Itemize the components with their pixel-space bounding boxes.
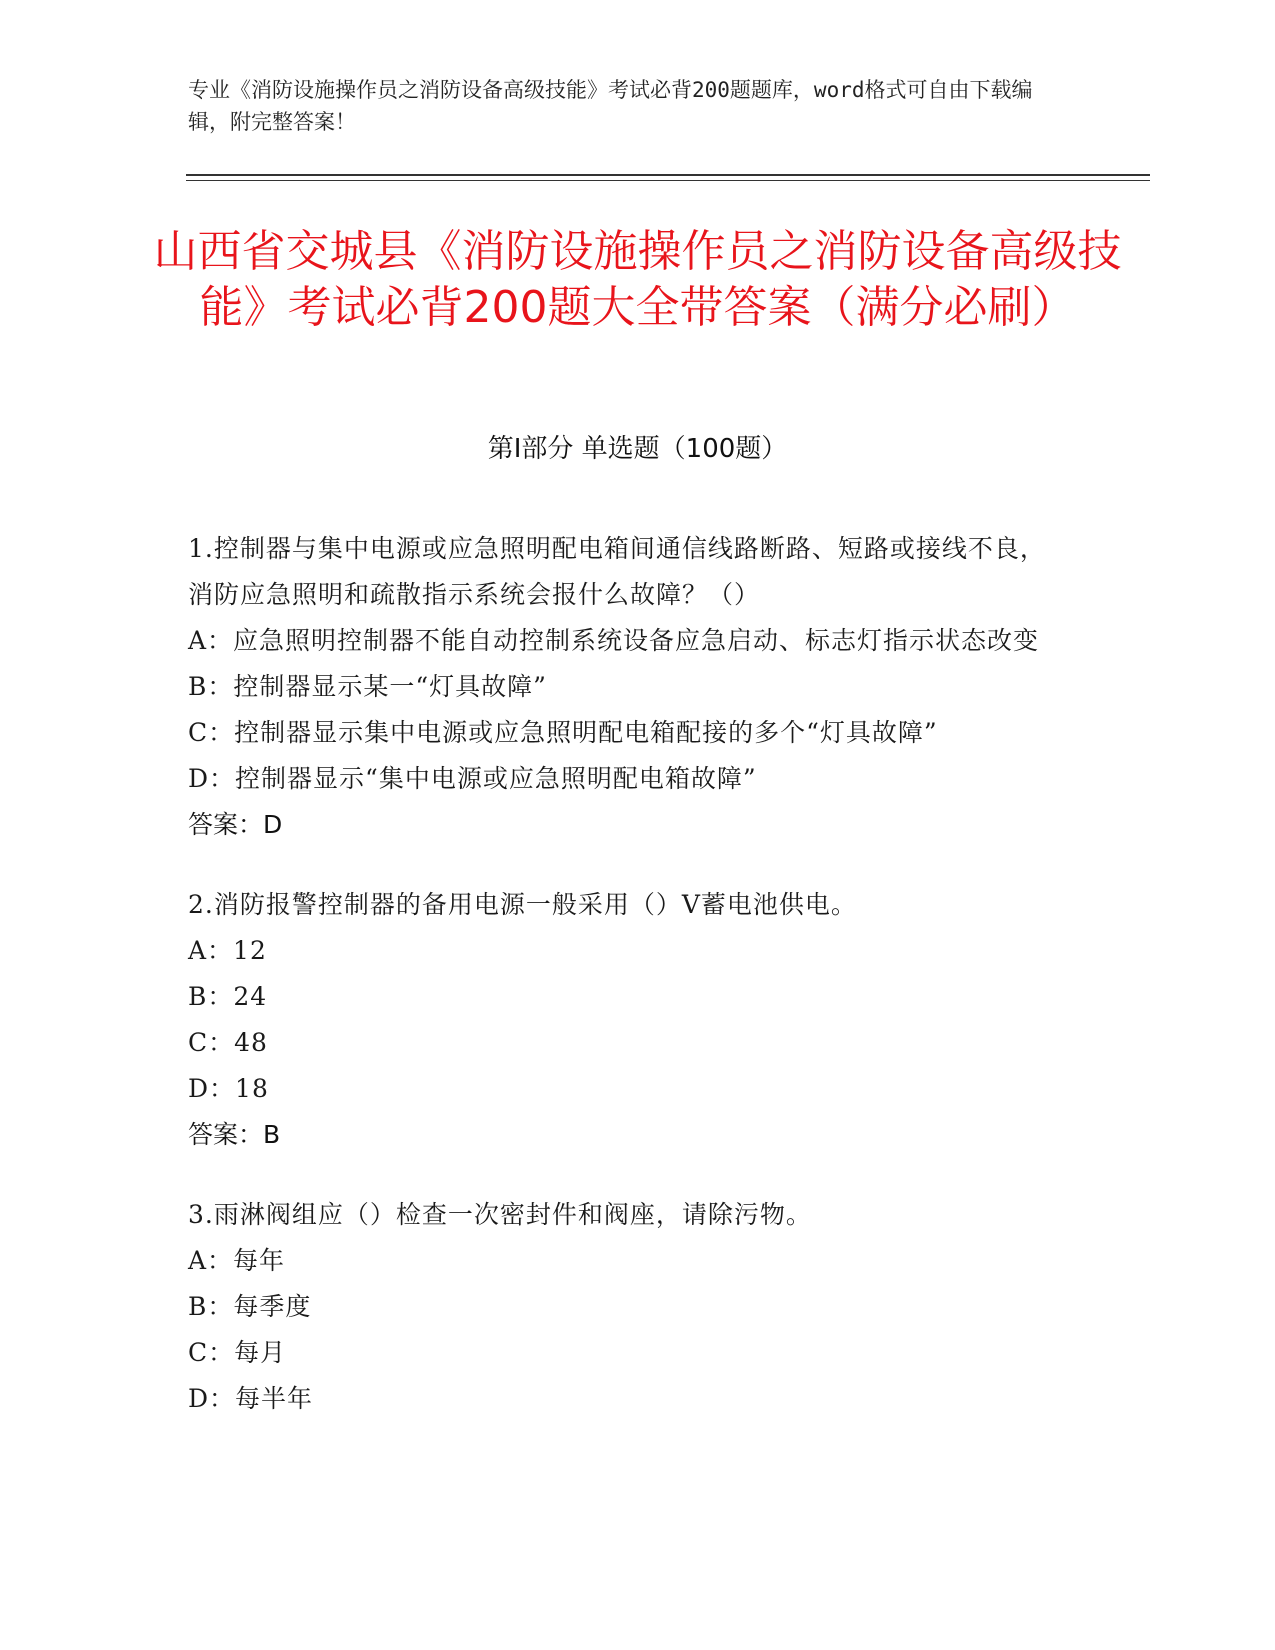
header-divider-thin — [186, 180, 1150, 181]
question-stem: 1.控制器与集中电源或应急照明配电箱间通信线路断路、短路或接线不良，消防应急照明和疏散指示系统会报什么故障？（） — [188, 534, 1046, 609]
question-stem: 2.消防报警控制器的备用电源一般采用（）V蓄电池供电。 — [188, 890, 857, 919]
question-stem: 3.雨淋阀组应（）检查一次密封件和阀座，请除污物。 — [188, 1200, 812, 1229]
option-a: A：12 — [188, 936, 267, 965]
option-c: C：每月 — [188, 1338, 287, 1367]
option-d: D：控制器显示“集中电源或应急照明配电箱故障” — [188, 764, 757, 793]
question-answer: 答案：D — [188, 810, 283, 839]
header-note: 专业《消防设施操作员之消防设备高级技能》考试必背200题题库，word格式可自由下载编辑，附完整答案！ — [188, 78, 1033, 134]
header-divider-thick — [186, 174, 1150, 176]
document-title: 山西省交城县《消防设施操作员之消防设备高级技能》考试必背200题大全带答案（满分必刷） — [153, 226, 1122, 333]
option-a: A：每年 — [188, 1246, 286, 1275]
section-title: 第I部分 单选题（100题） — [487, 434, 788, 464]
option-b: B：24 — [188, 982, 268, 1011]
option-c: C：控制器显示集中电源或应急照明配电箱配接的多个“灯具故障” — [188, 718, 938, 747]
option-d: D：18 — [188, 1074, 269, 1103]
question-2 — [188, 882, 1068, 1158]
question-list — [188, 526, 1068, 1456]
question-3 — [188, 1192, 1068, 1422]
question-answer: 答案：B — [188, 1120, 281, 1149]
question-1 — [188, 526, 1068, 848]
option-b: B：控制器显示某一“灯具故障” — [188, 672, 547, 701]
option-d: D：每半年 — [188, 1384, 314, 1413]
option-b: B：每季度 — [188, 1292, 312, 1321]
option-c: C：48 — [188, 1028, 268, 1057]
option-a: A：应急照明控制器不能自动控制系统设备应急启动、标志灯指示状态改变 — [188, 626, 1040, 655]
